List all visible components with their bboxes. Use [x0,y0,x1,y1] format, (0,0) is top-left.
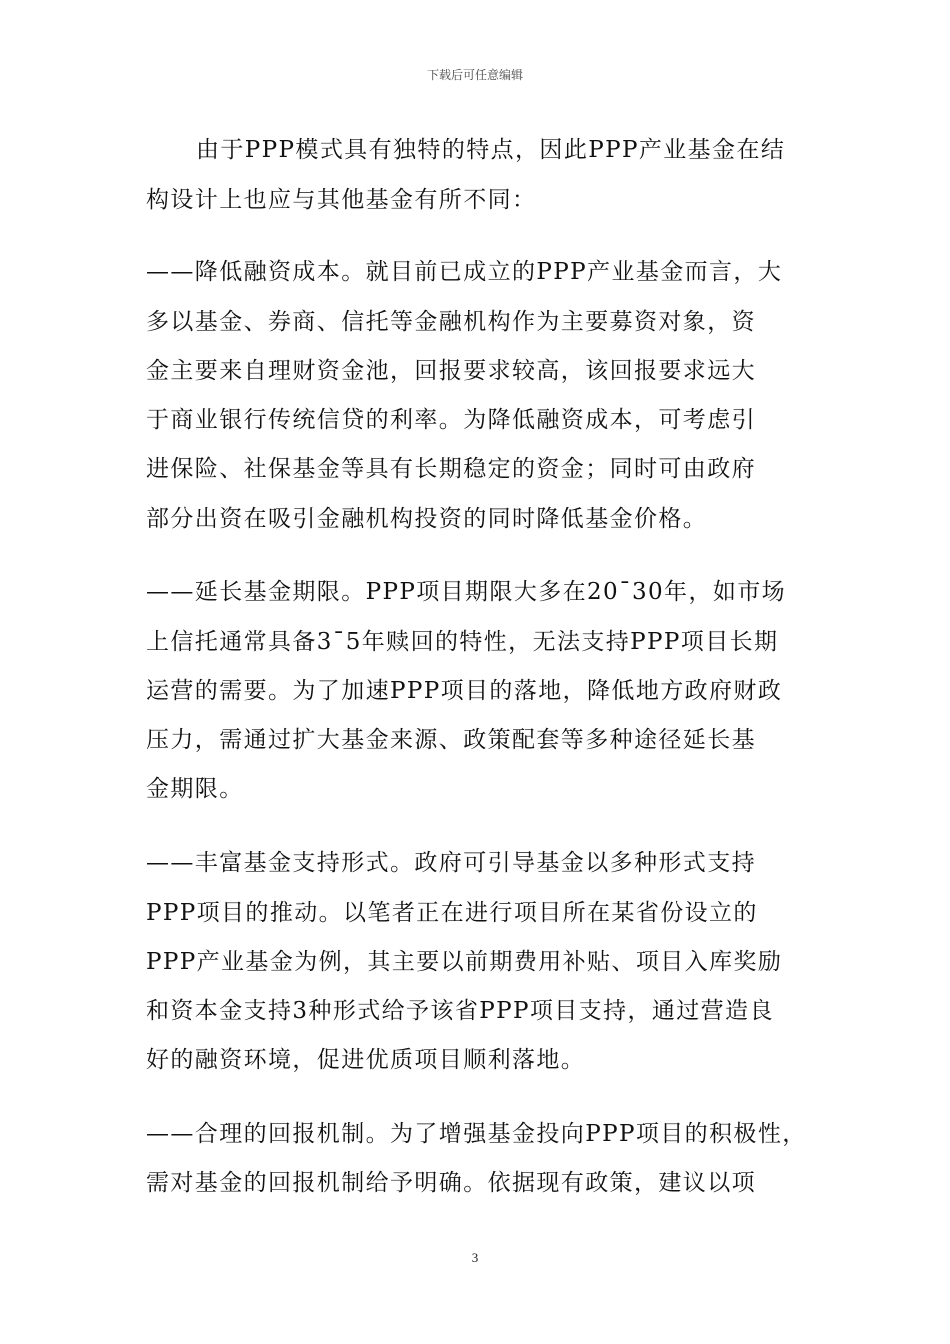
text-line: 部分出资在吸引金融机构投资的同时降低基金价格。 [146,506,708,532]
text-line: 多以基金、券商、信托等金融机构作为主要募资对象，资 [146,309,756,335]
text-line: 需对基金的回报机制给予明确。依据现有政策，建议以项 [146,1170,756,1196]
text-line: 金主要来自理财资金池，回报要求较高，该回报要求远大 [146,358,756,384]
text-line: ——降低融资成本。就目前已成立的PPP产业基金而言，大 [146,259,783,285]
text-line: 和资本金支持3种形式给予该省PPP项目支持，通过营造良 [146,998,774,1024]
text-line: 运营的需要。为了加速PPP项目的落地，降低地方政府财政 [146,678,783,704]
text-line: 金期限。 [146,776,244,802]
text-line: PPP项目的推动。以笔者正在进行项目所在某省份设立的 [146,900,758,926]
text-line: 于商业银行传统信贷的利率。为降低融资成本，可考虑引 [146,407,756,433]
text-line: 上信托通常具备3¯5年赎回的特性，无法支持PPP项目长期 [146,629,779,655]
text-line: 进保险、社保基金等具有长期稳定的资金；同时可由政府 [146,456,756,482]
text-line: ——丰富基金支持形式。政府可引导基金以多种形式支持 [146,850,756,876]
text-line: 压力，需通过扩大基金来源、政策配套等多种途径延长基 [146,727,756,753]
page-header: 下载后可任意编辑 [426,68,523,82]
text-line: ——合理的回报机制。为了增强基金投向PPP项目的积极性， [146,1121,807,1147]
text-line: 由于PPP模式具有独特的特点，因此PPP产业基金在结 [196,137,786,163]
text-line: PPP产业基金为例，其主要以前期费用补贴、项目入库奖励 [146,949,783,975]
text-line: 构设计上也应与其他基金有所不同： [146,187,537,213]
page-number: 3 [471,1250,479,1265]
text-line: ——延长基金期限。PPP项目期限大多在20¯30年，如市场 [146,579,787,605]
text-line: 好的融资环境，促进优质项目顺利落地。 [146,1047,586,1073]
